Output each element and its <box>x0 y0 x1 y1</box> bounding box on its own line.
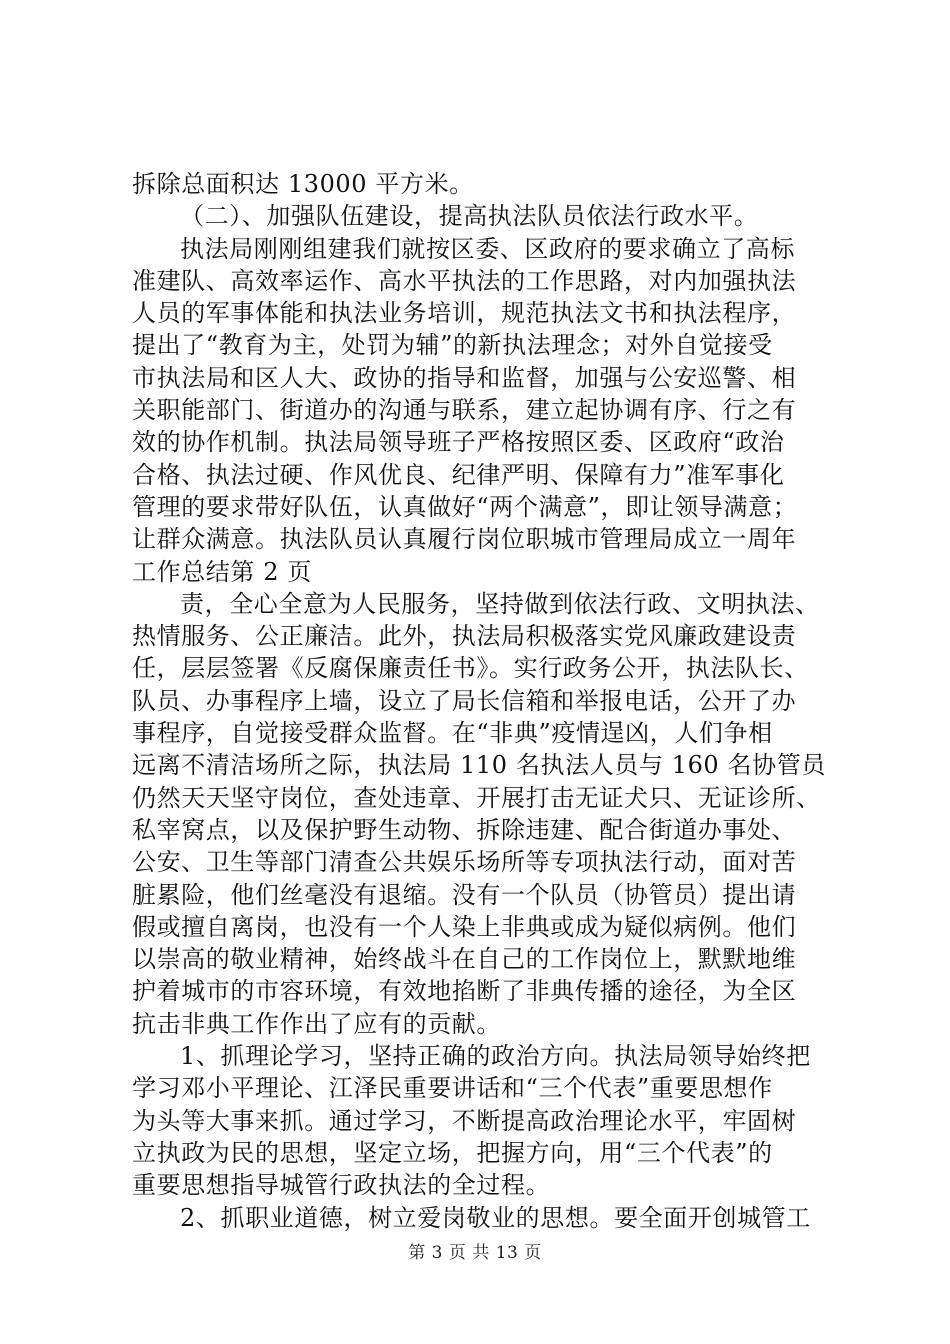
text-line: 为头等大事来抓。通过学习，不断提高政治理论水平，牢固树 <box>132 1106 797 1135</box>
text-line: 热情服务、公正廉洁。此外，执法局积极落实党风廉政建设责 <box>132 622 797 651</box>
text-line: 提出了“教育为主，处罚为辅”的新执法理念；对外自觉接受 <box>132 331 773 360</box>
text-line: 仍然天天坚守岗位，查处违章、开展打击无证犬只、无证诊所、 <box>132 783 821 812</box>
page-footer: 第 3 页 共 13 页 <box>408 1243 542 1263</box>
text-line: 市执法局和区人大、政协的指导和监督，加强与公安巡警、相 <box>132 363 797 392</box>
text-line: 合格、执法过硬、作风优良、纪律严明、保障有力”准军事化 <box>132 460 785 489</box>
text-line: 学习邓小平理论、江泽民重要讲话和“三个代表”重要思想作 <box>132 1074 773 1103</box>
text-line: 脏累险，他们丝毫没有退缩。没有一个队员（协管员）提出请 <box>132 880 797 909</box>
text-line: 事程序，自觉接受群众监督。在“非典”疫情逞凶，人们争相 <box>132 719 773 748</box>
text-line: 执法局刚刚组建我们就按区委、区政府的要求确立了高标 <box>180 234 795 263</box>
text-line: 队员、办事程序上墙，设立了局长信箱和举报电话，公开了办 <box>132 686 797 715</box>
text-line: 私宰窝点，以及保护野生动物、拆除违建、配合街道办事处、 <box>132 815 797 844</box>
text-line: 人员的军事体能和执法业务培训，规范执法文书和执法程序， <box>132 299 797 328</box>
text-line: 假或擅自离岗，也没有一个人染上非典或成为疑似病例。他们 <box>132 912 797 941</box>
text-line: 远离不清洁场所之际，执法局 110 名执法人员与 160 名协管员 <box>132 751 826 780</box>
text-line: 护着城市的市容环境，有效地掐断了非典传播的途径，为全区 <box>132 977 797 1006</box>
text-line: 重要思想指导城管行政执法的全过程。 <box>132 1171 551 1200</box>
text-line: 任，层层签署《反腐保廉责任书》。实行政务公开，执法队长、 <box>132 654 809 683</box>
text-line: 以崇高的敬业精神，始终战斗在自己的工作岗位上，默默地维 <box>132 945 797 974</box>
text-line: 责，全心全意为人民服务，坚持做到依法行政、文明执法、 <box>180 589 820 618</box>
text-line: 拆除总面积达 13000 平方米。 <box>132 170 474 198</box>
text-line: 准建队、高效率运作、高水平执法的工作思路，对内加强执法 <box>132 266 797 295</box>
text-line: 让群众满意。执法队员认真履行岗位职城市管理局成立一周年 <box>132 525 797 554</box>
text-line: 关职能部门、街道办的沟通与联系，建立起协调有序、行之有 <box>132 396 797 425</box>
text-line: 抗击非典工作作出了应有的贡献。 <box>132 1009 501 1038</box>
body-text <box>132 168 832 1234</box>
text-line: 工作总结第 2 页 <box>132 557 312 586</box>
text-line: 1、抓理论学习，坚持正确的政治方向。执法局领导始终把 <box>180 1042 811 1071</box>
text-line: 公安、卫生等部门清查公共娱乐场所等专项执法行动，面对苦 <box>132 848 797 877</box>
text-line: 管理的要求带好队伍，认真做好“两个满意”，即让领导满意； <box>132 492 798 521</box>
text-line: 2、抓职业道德，树立爱岗敬业的思想。要全面开创城管工 <box>180 1203 811 1232</box>
text-line: （二）、加强队伍建设，提高执法队员依法行政水平。 <box>180 202 759 231</box>
text-line: 立执政为民的思想，坚定立场，把握方向，用“三个代表”的 <box>132 1138 773 1167</box>
text-line: 效的协作机制。执法局领导班子严格按照区委、区政府“政治 <box>132 428 785 457</box>
